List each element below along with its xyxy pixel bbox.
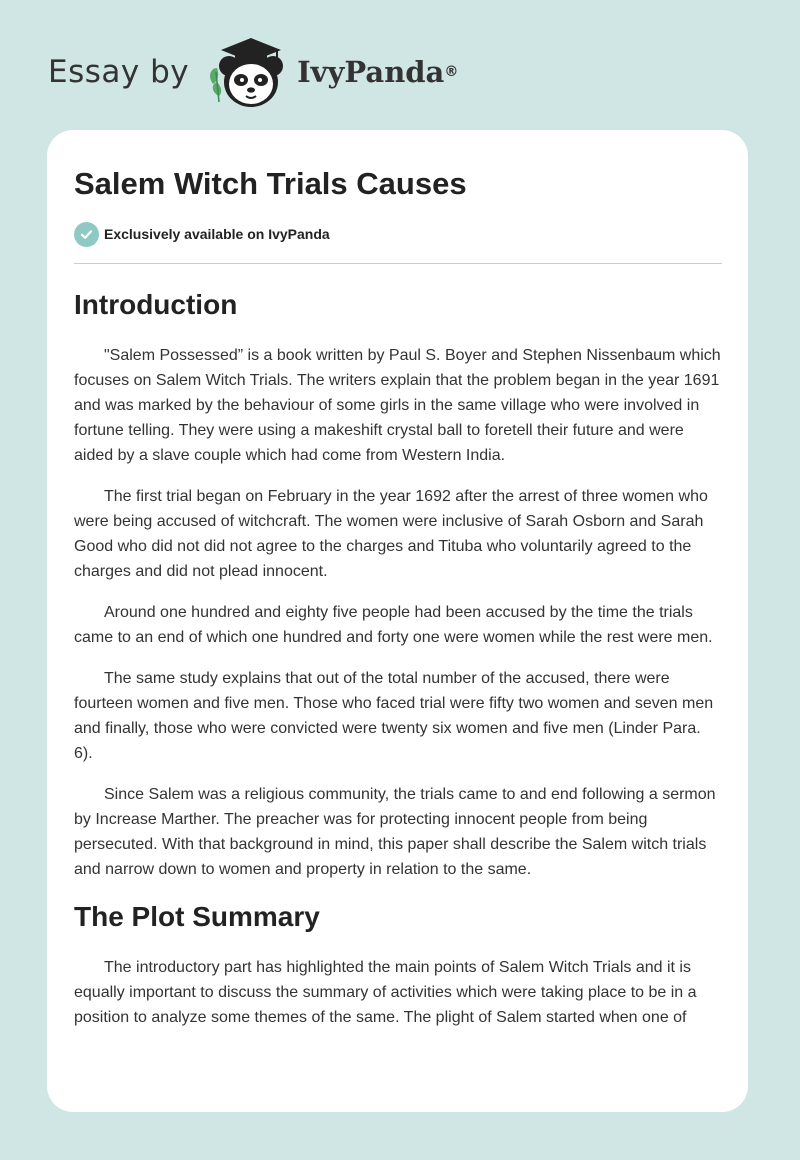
paragraph: The introductory part has highlighted the main points of Salem Witch Trials and it is equally important to discuss the summary of activities which were taking place to be in a position to analyze some themes of the same. The plight of Salem started when one of xyxy=(74,959,697,1026)
brand-prefix: Essay by xyxy=(48,54,190,90)
brand-header xyxy=(48,32,458,112)
page-title: Salem Witch Trials Causes xyxy=(74,166,467,201)
check-circle-icon xyxy=(74,222,99,247)
paragraph: Around one hundred and eighty five people had been accused by the time the trials came to an end of which one hundred and forty one were women while the rest were men. xyxy=(74,604,713,646)
section-introduction xyxy=(74,288,722,882)
divider xyxy=(74,263,722,264)
paragraph: Since Salem was a religious community, the trials came to and end following a sermon by Increase Marther. The preacher was for protecting innocent people from being persecuted. With that background in mind, this paper shall describe the Salem witch trials and narrow down to women and property in relation to the same. xyxy=(74,786,716,878)
registered-mark: ® xyxy=(444,64,459,80)
section-heading: Introduction xyxy=(74,289,238,320)
paragraph: "Salem Possessed” is a book written by Paul S. Boyer and Stephen Nissenbaum which focuses on Salem Witch Trials. The writers explain that the problem began in the year 1691 and was marked by the behaviour of some girls in the same village who were involved in fortune telling. They were using a makeshift crystal ball to foretell their future and were aided by a slave couple which had come from Western India. xyxy=(74,347,721,464)
paragraph: The same study explains that out of the total number of the accused, there were fourteen women and five men. Those who faced trial were fifty two women and seven men and finally, those who were convicted were twenty six women and five men (Linder Para. 6). xyxy=(74,670,714,762)
article-card xyxy=(47,130,748,1112)
badge-text: Exclusively available on IvyPanda xyxy=(104,226,330,242)
brand-name: IvyPanda xyxy=(297,55,445,89)
section-plot-summary xyxy=(74,900,722,1030)
section-heading: The Plot Summary xyxy=(74,901,320,932)
paragraph: The first trial began on February in the year 1692 after the arrest of three women who were being accused of witchcraft. The women were inclusive of Sarah Osborn and Sarah Good who did not did not agree to the charges and Tituba who voluntarily agreed to the charges and did not plead innocent. xyxy=(74,488,708,580)
availability-badge xyxy=(74,220,722,248)
panda-logo-icon[interactable] xyxy=(203,32,295,112)
